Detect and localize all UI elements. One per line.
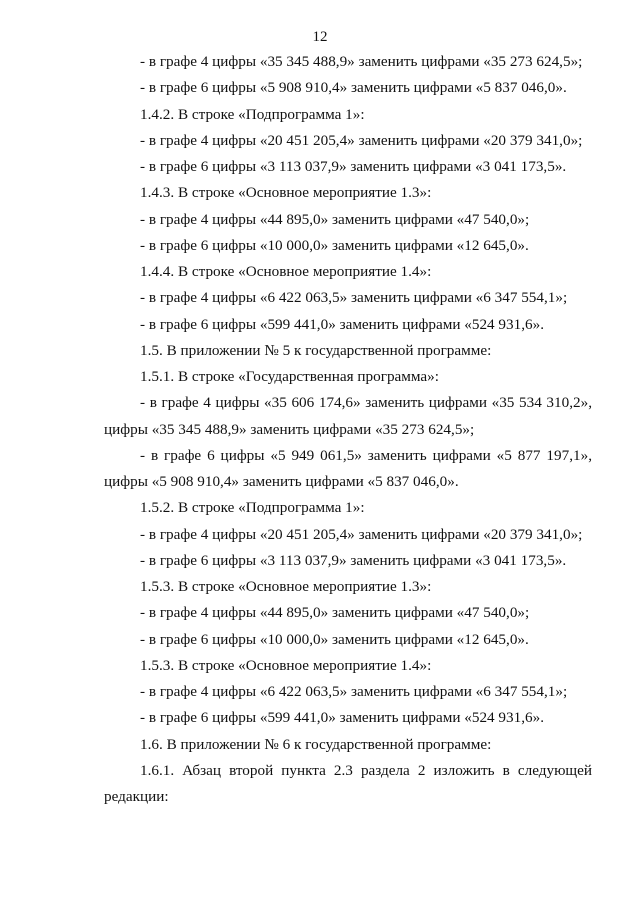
paragraph-8: - в графе 6 цифры «10 000,0» заменить цифрами «12 645,0». [140, 236, 529, 254]
paragraph-1: - в графе 4 цифры «35 345 488,9» заменить цифрами «35 273 624,5»; [140, 53, 583, 70]
paragraph-9: 1.4.4. В строке «Основное мероприятие 1.4»: [140, 263, 432, 280]
paragraph-4: - в графе 4 цифры «20 451 205,4» заменить цифрами «20 379 341,0»; [140, 131, 583, 149]
paragraph-7: - в графе 4 цифры «44 895,0» заменить цифрами «47 540,0»; [140, 210, 530, 228]
paragraph-12: 1.5. В приложении № 5 к государственной программе: [140, 341, 492, 359]
paragraph-15: - в графе 6 цифры «5 949 061,5» заменить цифрами «5 877 197,1», [140, 446, 592, 464]
paragraph-25: 1.6. В приложении № 6 к государственной программе: [140, 735, 492, 753]
paragraph-14-continuation: цифры «35 345 488,9» заменить цифрами «35 273 624,5»; [104, 420, 475, 438]
paragraph-13: 1.5.1. В строке «Государственная программа»: [140, 368, 439, 385]
page-number: 12 [312, 29, 328, 45]
paragraph-6: 1.4.3. В строке «Основное мероприятие 1.3»: [140, 184, 432, 202]
paragraph-5: - в графе 6 цифры «3 113 037,9» заменить цифрами «3 041 173,5». [140, 158, 567, 175]
paragraph-15-continuation: цифры «5 908 910,4» заменить цифрами «5 837 046,0». [104, 473, 459, 490]
paragraph-20: - в графе 4 цифры «44 895,0» заменить цифрами «47 540,0»; [140, 604, 530, 622]
paragraph-2: - в графе 6 цифры «5 908 910,4» заменить цифрами «5 837 046,0». [140, 79, 567, 97]
paragraph-23: - в графе 4 цифры «6 422 063,5» заменить цифрами «6 347 554,1»; [140, 683, 568, 700]
paragraph-14: - в графе 4 цифры «35 606 174,6» заменить цифрами «35 534 310,2», [140, 394, 592, 412]
paragraph-22: 1.5.3. В строке «Основное мероприятие 1.4»: [140, 656, 432, 674]
document-body [104, 49, 592, 810]
paragraph-11: - в графе 6 цифры «599 441,0» заменить цифрами «524 931,6». [140, 315, 544, 333]
paragraph-26: 1.6.1. Абзац второй пункта 2.3 раздела 2 изложить в следующей [140, 761, 592, 779]
paragraph-17: - в графе 4 цифры «20 451 205,4» заменить цифрами «20 379 341,0»; [140, 525, 583, 543]
paragraph-16: 1.5.2. В строке «Подпрограмма 1»: [140, 499, 365, 517]
paragraph-10: - в графе 4 цифры «6 422 063,5» заменить цифрами «6 347 554,1»; [140, 289, 568, 307]
paragraph-18: - в графе 6 цифры «3 113 037,9» заменить цифрами «3 041 173,5». [140, 551, 567, 569]
paragraph-19: 1.5.3. В строке «Основное мероприятие 1.3»: [140, 578, 432, 595]
paragraph-24: - в графе 6 цифры «599 441,0» заменить цифрами «524 931,6». [140, 709, 544, 727]
paragraph-21: - в графе 6 цифры «10 000,0» заменить цифрами «12 645,0». [140, 630, 529, 648]
paragraph-26-continuation: редакции: [104, 788, 169, 805]
paragraph-3: 1.4.2. В строке «Подпрограмма 1»: [140, 105, 365, 123]
